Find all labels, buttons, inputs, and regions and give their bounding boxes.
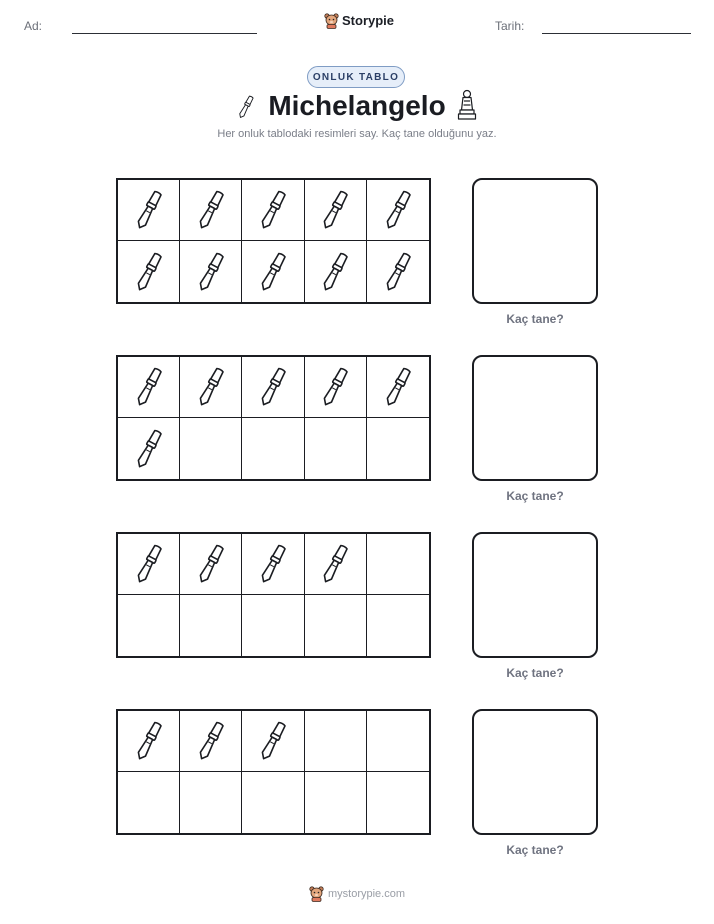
frame-cell [180, 711, 242, 772]
instructions: Her onluk tablodaki resimleri say. Kaç tane olduğunu yaz. [217, 128, 497, 140]
frame-cell [118, 534, 180, 595]
chisel-icon [376, 250, 420, 294]
chisel-icon [251, 365, 295, 409]
chisel-icon [189, 719, 233, 763]
frame-cell [180, 357, 242, 418]
frame-cell [367, 595, 429, 656]
chisel-icon [251, 542, 295, 586]
frame-cell [367, 534, 429, 595]
frame-cell [367, 418, 429, 479]
chisel-icon [376, 365, 420, 409]
frame-cell [242, 241, 304, 302]
answer-box[interactable] [472, 709, 598, 835]
frame-cell [242, 711, 304, 772]
frame-cell [367, 357, 429, 418]
chisel-icon [251, 188, 295, 232]
frame-cell [180, 772, 242, 833]
frame-cell [305, 711, 367, 772]
chisel-icon [189, 542, 233, 586]
frame-cell [305, 595, 367, 656]
frame-cell [180, 180, 242, 241]
count-prompt: Kaç tane? [506, 312, 564, 326]
count-prompt: Kaç tane? [506, 666, 564, 680]
ten-frame [116, 532, 431, 658]
frame-cell [305, 772, 367, 833]
chisel-icon [189, 250, 233, 294]
answer-box[interactable] [472, 178, 598, 304]
chisel-icon [313, 365, 357, 409]
chisel-icon [189, 365, 233, 409]
frame-cell [118, 241, 180, 302]
frame-cell [180, 595, 242, 656]
ten-frame [116, 355, 431, 481]
frame-cell [242, 772, 304, 833]
frame-cell [180, 418, 242, 479]
frame-cell [118, 357, 180, 418]
chisel-icon [313, 188, 357, 232]
chisel-icon [127, 250, 171, 294]
name-label: Ad: [24, 19, 43, 33]
frame-cell [305, 180, 367, 241]
worksheet-type-badge: ONLUK TABLO [307, 66, 405, 88]
date-label: Tarih: [495, 19, 525, 33]
frame-cell [305, 418, 367, 479]
frame-cell [242, 534, 304, 595]
count-prompt: Kaç tane? [506, 489, 564, 503]
frame-cell [305, 241, 367, 302]
chisel-icon [127, 719, 171, 763]
page-title: Michelangelo [268, 90, 446, 121]
footer [309, 885, 405, 902]
frame-cell [118, 595, 180, 656]
bear-mascot-icon [324, 12, 339, 29]
frame-cell [305, 534, 367, 595]
brand-logo [324, 12, 394, 29]
statue-icon [456, 89, 478, 121]
brand-name: Storypie [342, 13, 395, 28]
frame-cell [242, 180, 304, 241]
footer-site: mystorypie.com [328, 887, 406, 900]
frame-cell [118, 418, 180, 479]
chisel-icon [251, 719, 295, 763]
answer-box[interactable] [472, 355, 598, 481]
bear-mascot-icon [309, 885, 324, 902]
frame-cell [367, 772, 429, 833]
date-write-line [542, 33, 691, 34]
frame-cell [367, 180, 429, 241]
count-prompt: Kaç tane? [506, 843, 564, 857]
frame-cell [367, 711, 429, 772]
name-write-line [72, 33, 257, 34]
ten-frame [116, 178, 431, 304]
chisel-icon [376, 188, 420, 232]
chisel-icon [251, 250, 295, 294]
frame-cell [118, 180, 180, 241]
ten-frame [116, 709, 431, 835]
frame-cell [118, 711, 180, 772]
chisel-icon [127, 365, 171, 409]
frame-cell [242, 357, 304, 418]
frame-cell [242, 418, 304, 479]
chisel-icon [189, 188, 233, 232]
chisel-icon [313, 542, 357, 586]
chisel-icon [127, 188, 171, 232]
frame-cell [305, 357, 367, 418]
answer-box[interactable] [472, 532, 598, 658]
frame-cell [180, 534, 242, 595]
chisel-icon [127, 542, 171, 586]
chisel-icon [313, 250, 357, 294]
chisel-icon [127, 427, 171, 471]
frame-cell [180, 241, 242, 302]
frame-cell [118, 772, 180, 833]
frame-cell [242, 595, 304, 656]
frame-cell [367, 241, 429, 302]
